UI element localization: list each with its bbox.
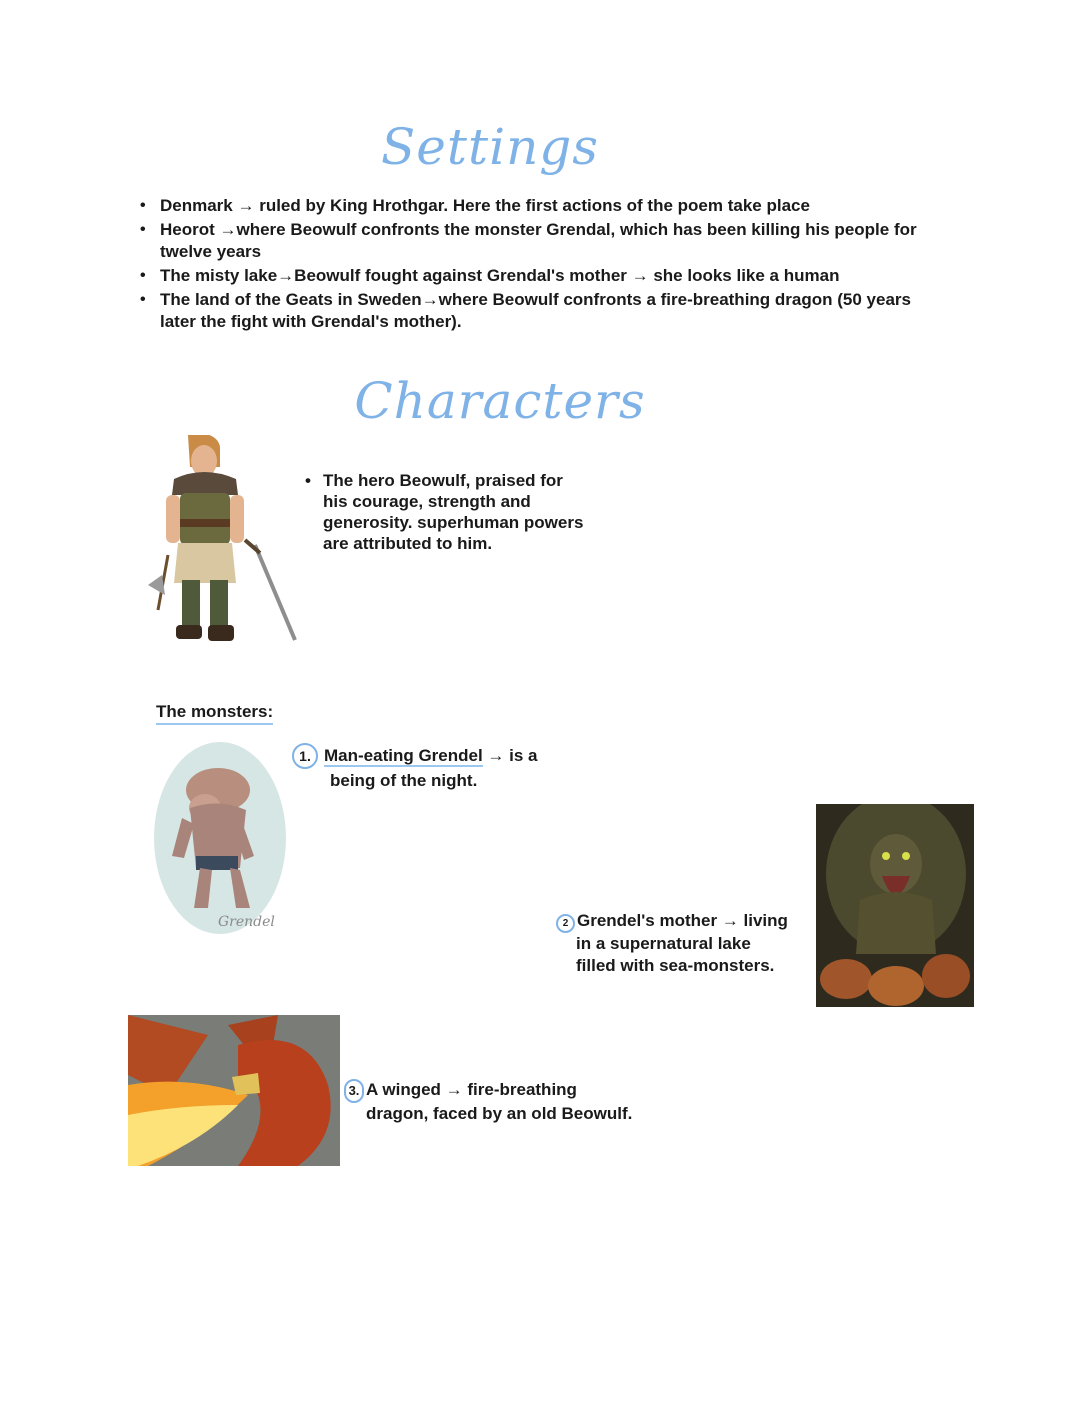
- hero-description: [305, 470, 585, 554]
- settings-item-misty-lake: • The misty lake→Beowulf fought against Grendal's mother → she looks like a human: [140, 265, 920, 287]
- grendel-illustration: [150, 738, 290, 938]
- settings-item-denmark: • Denmark → ruled by King Hrothgar. Here the first actions of the poem take place: [140, 195, 920, 217]
- dragon-desc-2: dragon, faced by an old Beowulf.: [366, 1104, 633, 1123]
- mother-desc-1: Grendel's mother → living: [577, 911, 788, 930]
- number-badge: 2: [556, 914, 575, 933]
- hero-description-text: The hero Beowulf, praised for his courage, strength and generosity. superhuman powers are attributed to him.: [323, 471, 584, 553]
- dragon-illustration: [128, 1015, 340, 1166]
- beowulf-illustration: [140, 435, 300, 660]
- mother-desc-2: in a supernatural lake: [576, 934, 751, 953]
- mother-desc-3: filled with sea-monsters.: [576, 956, 775, 975]
- grendels-mother-illustration: [816, 804, 974, 1007]
- grendel-name: Man-eating Grendel: [324, 746, 483, 765]
- monster-item-dragon: [344, 1079, 674, 1125]
- monster-item-grendels-mother: [556, 910, 816, 977]
- number-badge: 3.: [344, 1079, 364, 1103]
- grendel-desc-1: → is a: [482, 746, 538, 765]
- characters-title: Characters: [354, 372, 646, 430]
- settings-item-heorot: • Heorot →where Beowulf confronts the monster Grendal, which has been killing his people for twelve years: [140, 219, 920, 263]
- dragon-desc-1: A winged → fire-breathing: [366, 1080, 577, 1099]
- monster-item-grendel: [292, 743, 592, 792]
- settings-item-geats-land: • The land of the Geats in Sweden→where Beowulf confronts a fire-breathing dragon (50 years later the fight with Grendal's mother).: [140, 289, 920, 333]
- grendel-caption: Grendel: [218, 914, 275, 930]
- settings-list: [140, 195, 920, 335]
- grendel-desc-2: being of the night.: [330, 771, 478, 790]
- bullet-icon: •: [305, 471, 311, 490]
- monsters-label: The monsters:: [156, 702, 273, 725]
- number-badge: 1.: [292, 743, 318, 769]
- settings-title: Settings: [381, 118, 599, 176]
